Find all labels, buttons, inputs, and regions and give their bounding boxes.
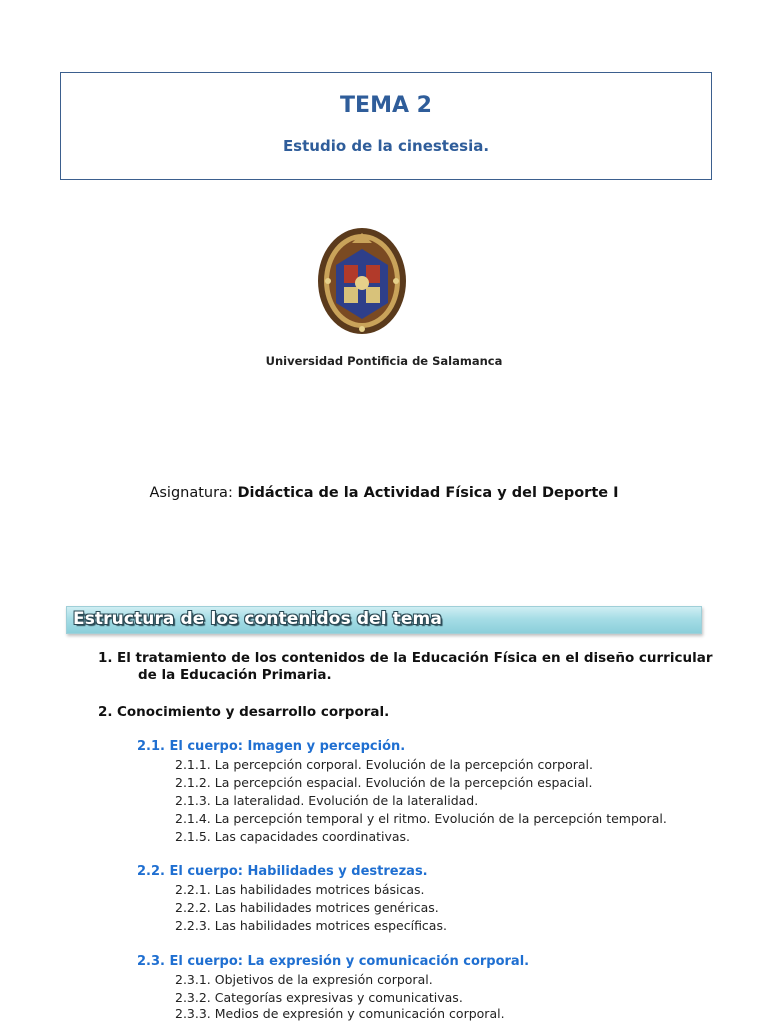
item-2-number: 2. [98,704,113,720]
list-item: 2.1.5. Las capacidades coordinativas. [175,829,411,844]
list-item: 2.2.3. Las habilidades motrices específicas. [175,918,447,933]
subsection-2-3-title: 2.3. El cuerpo: La expresión y comunicación corporal. [137,954,530,969]
page-subtitle: Estudio de la cinestesia. [282,137,490,155]
subsection-2-2-title: 2.2. El cuerpo: Habilidades y destrezas. [137,864,428,879]
list-item-2 [98,704,718,721]
list-item: 2.1.3. La lateralidad. Evolución de la lateralidad. [175,793,479,808]
subject-label: Asignatura: [149,485,233,501]
item-1-line-2: de la Educación Primaria. [138,667,332,683]
list-item: 2.2.1. Las habilidades motrices básicas. [175,882,425,897]
university-name: Universidad Pontificia de Salamanca [265,354,503,368]
list-item-1 [98,650,718,684]
item-1-line-1: El tratamiento de los contenidos de la Educación Física en el diseño curricular [117,650,713,666]
list-item: 2.3.1. Objetivos de la expresión corporal. [175,972,433,987]
list-item: 2.3.2. Categorías expresivas y comunicativas. [175,990,463,1005]
section-title: Estructura de los contenidos del tema [73,609,442,629]
subject-name: Didáctica de la Actividad Física y del Deporte I [237,485,619,501]
list-item: 2.2.2. Las habilidades motrices genéricas. [175,900,439,915]
list-item: 2.1.2. La percepción espacial. Evolución de la percepción espacial. [175,775,593,790]
list-item: 2.1.1. La percepción corporal. Evolución de la percepción corporal. [175,757,593,772]
item-2-text: Conocimiento y desarrollo corporal. [117,704,390,720]
subsection-2-1-title: 2.1. El cuerpo: Imagen y percepción. [137,739,406,754]
list-item: 2.1.4. La percepción temporal y el ritmo. Evolución de la percepción temporal. [175,811,667,826]
page-title: TEMA 2 [340,93,432,118]
list-item: 2.3.3. Medios de expresión y comunicación corporal. [175,1006,505,1021]
item-1-number: 1. [98,650,113,666]
